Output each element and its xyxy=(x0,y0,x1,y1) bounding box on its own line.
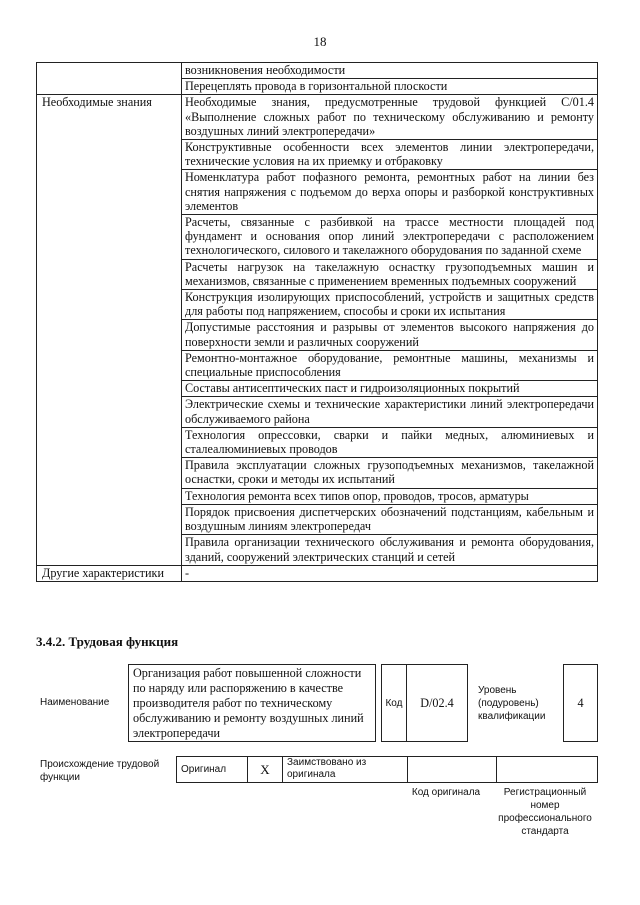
row-label: Другие характеристики xyxy=(37,565,182,581)
row-text: Правила эксплуатации сложных грузоподъемных механизмов, такелажной оснастки, сроки и методы их испытаний xyxy=(182,458,598,488)
row-text: Допустимые расстояния и разрывы от элементов высокого напряжения до поверхности земли и различных сооружений xyxy=(182,320,598,350)
code-label-text: Код xyxy=(385,697,403,709)
row-text: Расчеты, связанные с разбивкой на трассе местности площадей под фундамент и основания опор линий электропередачи с расположением технологического, силового и такелажного оборудования по заданной схеме xyxy=(182,215,598,260)
table-row xyxy=(37,95,598,140)
reg-number-caption: Регистрационный номер профессионального стандарта xyxy=(498,787,592,837)
level-value xyxy=(563,664,598,742)
original-label: Оригинал xyxy=(177,757,248,783)
row-text: Номенклатура работ пофазного ремонта, ремонтных работ на линии без снятия напряжения с подъемом до верха опоры и разборкой конструктивных элементов xyxy=(182,170,598,215)
borrowed-label: Заимствовано из оригинала xyxy=(283,757,408,783)
code-original-caption: Код оригинала xyxy=(411,787,481,798)
row-text: Технология ремонта всех типов опор, проводов, тросов, арматуры xyxy=(182,488,598,504)
row-text: Правила организации технического обслуживания и ремонта оборудования, зданий, сооружений электрических станций и сетей xyxy=(182,535,598,565)
reg-number-cell xyxy=(497,757,598,783)
row-text: Расчеты нагрузок на такелажную оснастку грузоподъемных машин и механизмов, связанные с применением временных подъемных сооружений xyxy=(182,259,598,289)
row-label: Необходимые знания xyxy=(37,95,182,565)
original-mark: X xyxy=(248,757,283,783)
row-text: Конструкция изолирующих приспособлений, устройств и защитных средств для работы под напряжением, способы и сроки их испытания xyxy=(182,290,598,320)
code-original-cell xyxy=(408,757,497,783)
page-number: 18 xyxy=(313,34,327,49)
row-text: Ремонтно-монтажное оборудование, ремонтные машины, механизмы и специальные приспособления xyxy=(182,350,598,380)
section-title: 3.4.2. Трудовая функция xyxy=(36,634,179,649)
row-text: возникновения необходимости xyxy=(182,63,598,79)
code-label xyxy=(381,664,407,742)
table-row xyxy=(37,565,598,581)
level-label: Уровень (подуровень) квалификации xyxy=(478,685,546,722)
knowledge-table xyxy=(36,62,598,582)
row-text: Необходимые знания, предусмотренные трудовой функцией С/01.4 «Выполнение сложных работ по техническому обслуживанию и ремонту воздушных линий электропередачи» xyxy=(182,95,598,140)
name-label: Наименование xyxy=(40,697,110,708)
row-label xyxy=(37,63,182,95)
level-value-text: 4 xyxy=(577,695,584,710)
origin-table xyxy=(176,756,598,783)
code-value xyxy=(406,664,468,742)
code-value-text: D/02.4 xyxy=(420,695,454,710)
row-text: Порядок присвоения диспетчерских обозначений подстанциям, кабельным и воздушным линиям электропередач xyxy=(182,504,598,534)
row-text: Составы антисептических паст и гидроизоляционных покрытий xyxy=(182,381,598,397)
row-text: Электрические схемы и технические характеристики линий электропередачи обслуживаемого района xyxy=(182,397,598,427)
row-text: - xyxy=(182,565,598,581)
row-text: Технология опрессовки, сварки и пайки медных, алюминиевых и сталеалюминиевых проводов xyxy=(182,427,598,457)
row-text: Перецеплять провода в горизонтальной плоскости xyxy=(182,79,598,95)
origin-label: Происхождение трудовой функции xyxy=(40,759,160,783)
row-text: Конструктивные особенности всех элементов линии электропередачи, технические условия на их приемку и отбраковку xyxy=(182,140,598,170)
function-name: Организация работ повышенной сложности по наряду или распоряжению в качестве производителя работ по техническому обслуживанию и ремонту воздушных линий электропередачи xyxy=(128,664,376,742)
table-row xyxy=(37,63,598,79)
